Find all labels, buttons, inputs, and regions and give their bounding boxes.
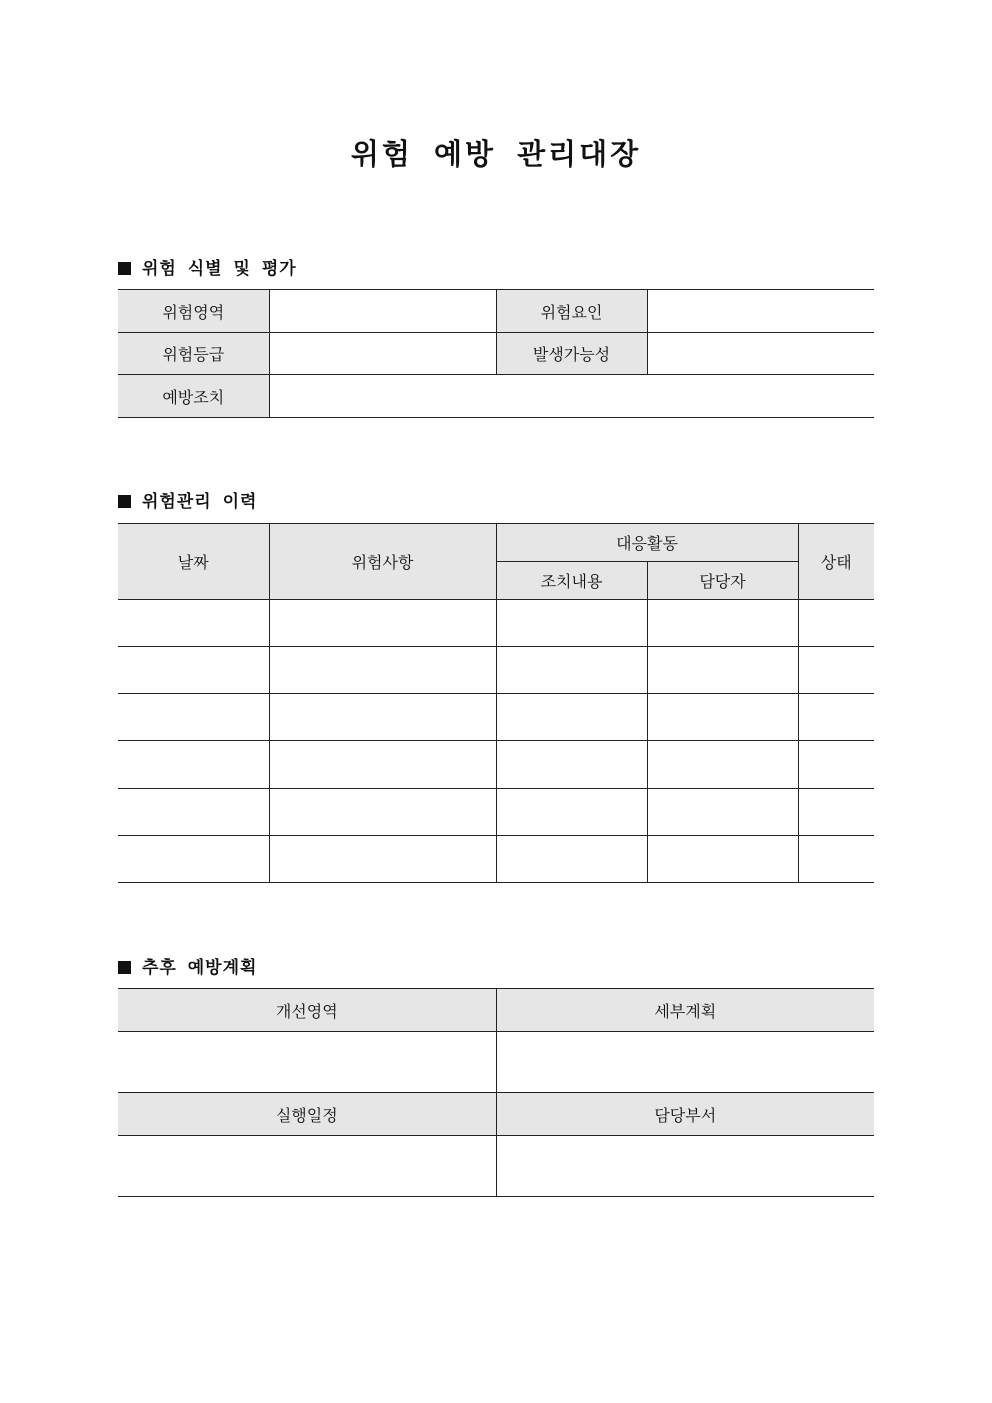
status-cell[interactable] bbox=[798, 647, 874, 694]
action-cell[interactable] bbox=[496, 741, 647, 789]
table-row bbox=[118, 836, 874, 883]
risk-area-label: 위험영역 bbox=[118, 290, 269, 333]
owner-cell[interactable] bbox=[647, 836, 798, 883]
schedule-field[interactable] bbox=[118, 1136, 496, 1197]
date-cell[interactable] bbox=[118, 741, 269, 789]
owner-cell[interactable] bbox=[647, 694, 798, 741]
section-heading-risk-identification bbox=[118, 254, 297, 279]
status-cell[interactable] bbox=[798, 741, 874, 789]
section-heading-text: 위험 식별 및 평가 bbox=[142, 259, 297, 279]
risk-grade-label: 위험등급 bbox=[118, 333, 269, 375]
prevention-field[interactable] bbox=[269, 375, 874, 418]
status-cell[interactable] bbox=[798, 789, 874, 836]
risk-identification-table bbox=[118, 289, 874, 418]
square-bullet-icon bbox=[118, 262, 131, 275]
date-cell[interactable] bbox=[118, 836, 269, 883]
date-cell[interactable] bbox=[118, 694, 269, 741]
likelihood-field[interactable] bbox=[647, 333, 874, 375]
table-row bbox=[118, 600, 874, 647]
owner-header: 담당자 bbox=[647, 562, 798, 600]
table-header-row bbox=[118, 989, 874, 1032]
action-cell[interactable] bbox=[496, 694, 647, 741]
table-row bbox=[118, 333, 874, 375]
risk-grade-field[interactable] bbox=[269, 333, 496, 375]
issue-header: 위험사항 bbox=[269, 524, 496, 600]
section-heading-future-plan bbox=[118, 953, 257, 978]
future-plan-table bbox=[118, 988, 874, 1197]
section-heading-risk-history bbox=[118, 487, 257, 512]
status-header: 상태 bbox=[798, 524, 874, 600]
owner-cell[interactable] bbox=[647, 741, 798, 789]
date-cell[interactable] bbox=[118, 600, 269, 647]
status-cell[interactable] bbox=[798, 694, 874, 741]
action-cell[interactable] bbox=[496, 600, 647, 647]
table-row bbox=[118, 789, 874, 836]
status-cell[interactable] bbox=[798, 600, 874, 647]
document-title: 위험 예방 관리대장 bbox=[350, 137, 642, 171]
risk-history-table bbox=[118, 523, 874, 883]
detail-plan-field[interactable] bbox=[496, 1032, 874, 1093]
square-bullet-icon bbox=[118, 961, 131, 974]
date-cell[interactable] bbox=[118, 647, 269, 694]
table-header-row bbox=[118, 1093, 874, 1136]
risk-factor-field[interactable] bbox=[647, 290, 874, 333]
issue-cell[interactable] bbox=[269, 741, 496, 789]
action-cell[interactable] bbox=[496, 789, 647, 836]
owner-cell[interactable] bbox=[647, 789, 798, 836]
table-row bbox=[118, 1032, 874, 1093]
risk-area-field[interactable] bbox=[269, 290, 496, 333]
table-row bbox=[118, 694, 874, 741]
dept-field[interactable] bbox=[496, 1136, 874, 1197]
table-row bbox=[118, 647, 874, 694]
table-row bbox=[118, 1136, 874, 1197]
action-cell[interactable] bbox=[496, 647, 647, 694]
owner-cell[interactable] bbox=[647, 647, 798, 694]
risk-factor-label: 위험요인 bbox=[496, 290, 647, 333]
schedule-label: 실행일정 bbox=[118, 1093, 496, 1136]
issue-cell[interactable] bbox=[269, 836, 496, 883]
owner-cell[interactable] bbox=[647, 600, 798, 647]
response-header: 대응활동 bbox=[496, 524, 798, 562]
likelihood-label: 발생가능성 bbox=[496, 333, 647, 375]
detail-plan-label: 세부계획 bbox=[496, 989, 874, 1032]
table-row bbox=[118, 741, 874, 789]
issue-cell[interactable] bbox=[269, 600, 496, 647]
prevention-label: 예방조치 bbox=[118, 375, 269, 418]
date-header: 날짜 bbox=[118, 524, 269, 600]
improve-area-field[interactable] bbox=[118, 1032, 496, 1093]
square-bullet-icon bbox=[118, 495, 131, 508]
action-header: 조치내용 bbox=[496, 562, 647, 600]
section-heading-text: 추후 예방계획 bbox=[142, 958, 258, 978]
issue-cell[interactable] bbox=[269, 789, 496, 836]
date-cell[interactable] bbox=[118, 789, 269, 836]
improve-area-label: 개선영역 bbox=[118, 989, 496, 1032]
table-row bbox=[118, 375, 874, 418]
status-cell[interactable] bbox=[798, 836, 874, 883]
table-header-row bbox=[118, 524, 874, 562]
section-heading-text: 위험관리 이력 bbox=[142, 492, 258, 512]
dept-label: 담당부서 bbox=[496, 1093, 874, 1136]
issue-cell[interactable] bbox=[269, 694, 496, 741]
table-row bbox=[118, 290, 874, 333]
action-cell[interactable] bbox=[496, 836, 647, 883]
issue-cell[interactable] bbox=[269, 647, 496, 694]
